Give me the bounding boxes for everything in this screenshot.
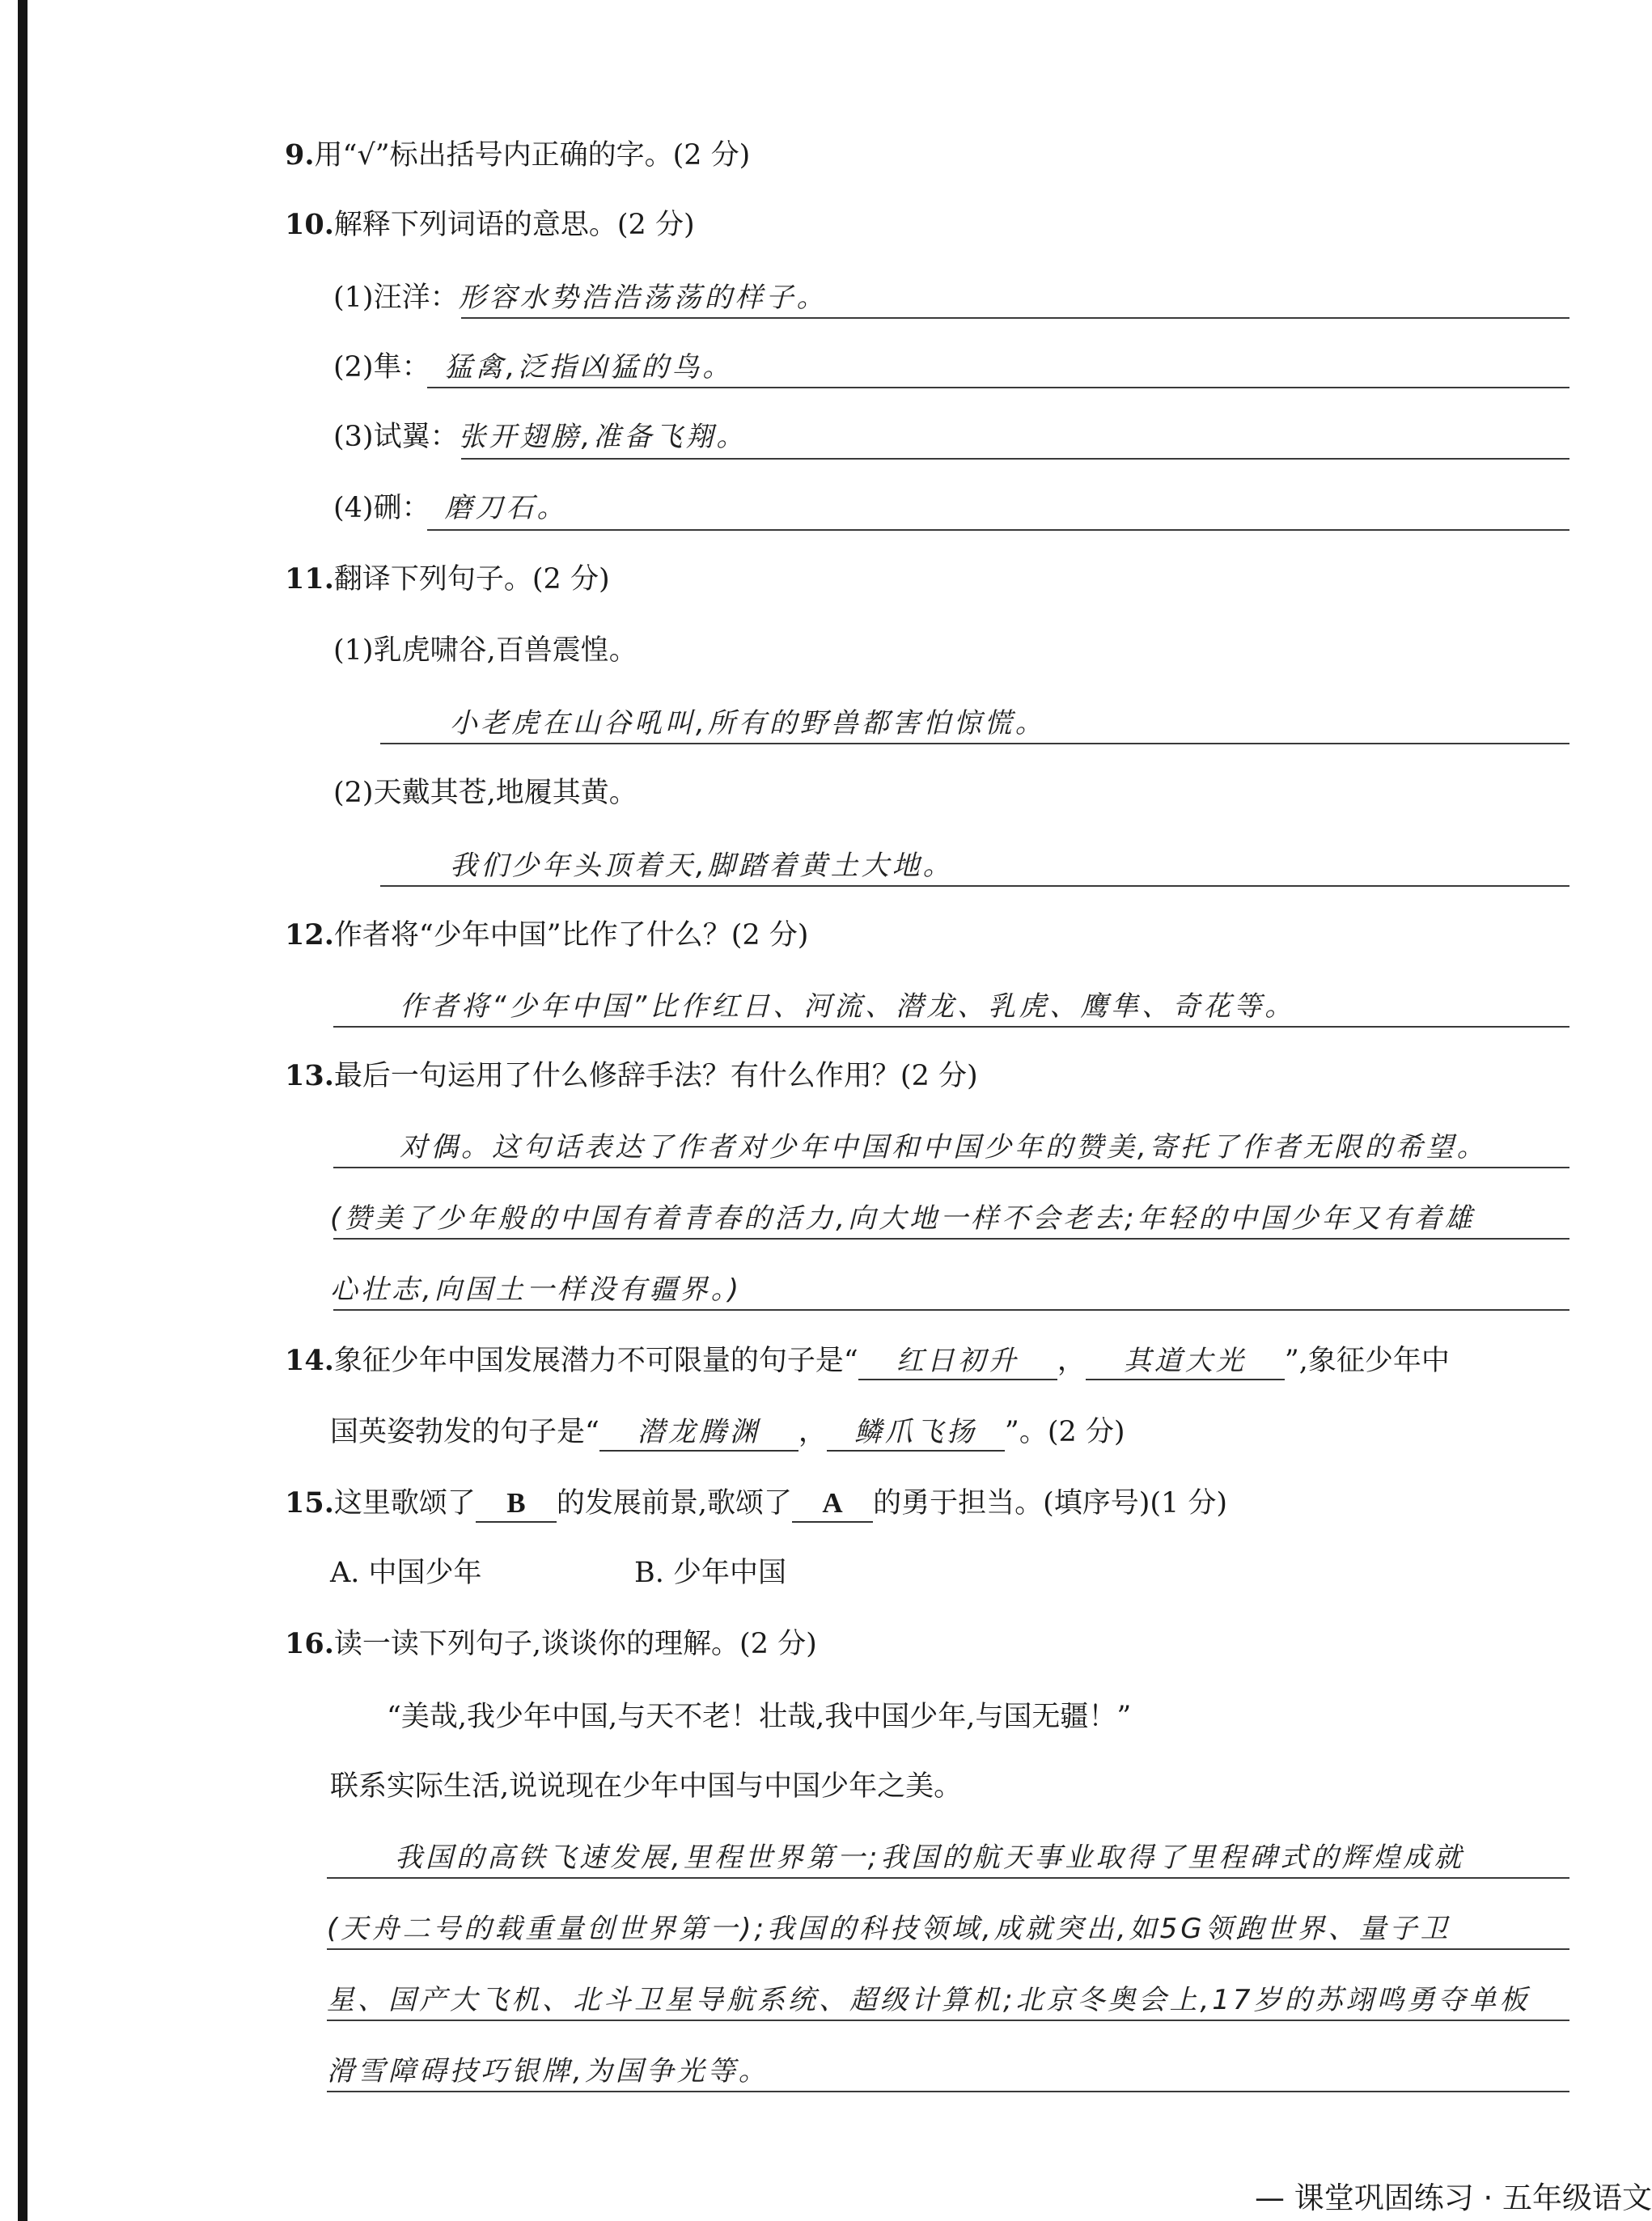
answer-line bbox=[380, 885, 1569, 887]
answer-line bbox=[461, 317, 1569, 319]
q11-answer-2: 我们少年头顶着天,脚踏着黄土大地。 bbox=[450, 850, 954, 882]
answer-text: 形容水势浩浩荡荡的样子。 bbox=[458, 282, 828, 314]
question-text: 用“√”标出括号内正确的字。(2 分) bbox=[314, 139, 751, 172]
fill-blank: 红日初升 bbox=[858, 1343, 1057, 1380]
question-number: 13. bbox=[285, 1059, 334, 1092]
question-text: 作者将“少年中国”比作了什么？(2 分) bbox=[333, 919, 809, 952]
q10-item-3 bbox=[333, 419, 747, 455]
item-label: (3)试翼： bbox=[333, 421, 459, 453]
question-number: 9. bbox=[285, 138, 315, 172]
question-14 bbox=[285, 1343, 1450, 1380]
question-number: 12. bbox=[285, 918, 334, 952]
answer-text: 张开翅膀,准备飞翔。 bbox=[458, 421, 748, 453]
question-text: 的勇于担当。(填序号)(1 分) bbox=[873, 1487, 1228, 1520]
question-text: 象征少年中国发展潜力不可限量的句子是“ bbox=[333, 1345, 858, 1377]
q12-answer: 作者将“少年中国”比作红日、河流、潜龙、乳虎、鹰隼、奇花等。 bbox=[400, 990, 1296, 1023]
question-14-cont bbox=[330, 1414, 1125, 1452]
question-text: 解释下列词语的意思。(2 分) bbox=[333, 209, 695, 241]
question-text: 翻译下列句子。(2 分) bbox=[333, 563, 610, 596]
question-15 bbox=[285, 1486, 1227, 1523]
separator: ， bbox=[1057, 1345, 1086, 1377]
question-number: 14. bbox=[285, 1344, 334, 1377]
question-number: 15. bbox=[285, 1486, 334, 1520]
separator: ， bbox=[798, 1416, 827, 1448]
question-text: ”,象征少年中 bbox=[1284, 1345, 1450, 1377]
answer-line bbox=[427, 387, 1569, 388]
fill-blank: 潜龙腾渊 bbox=[599, 1414, 798, 1452]
fill-blank: B bbox=[476, 1486, 557, 1523]
question-text: ”。(2 分) bbox=[1004, 1416, 1125, 1448]
answer-line bbox=[327, 1948, 1569, 1950]
q11-answer-1: 小老虎在山谷吼叫,所有的野兽都害怕惊慌。 bbox=[450, 707, 1046, 740]
q16-prompt: 联系实际生活,说说现在少年中国与中国少年之美。 bbox=[330, 1770, 963, 1803]
binding-edge bbox=[18, 0, 28, 2221]
answer-line bbox=[333, 1026, 1569, 1028]
answer-line bbox=[333, 1238, 1569, 1240]
answer-text: 猛禽,泛指凶猛的鸟。 bbox=[444, 351, 734, 384]
q16-answer-line-2: (天舟二号的载重量创世界第一);我国的科技领域,成就突出,如5G领跑世界、量子卫 bbox=[327, 1913, 1451, 1945]
question-text: 的发展前景,歌颂了 bbox=[556, 1487, 793, 1520]
answer-line bbox=[327, 1877, 1569, 1879]
question-text: 这里歌颂了 bbox=[333, 1487, 476, 1520]
q11-prompt-1: (1)乳虎啸谷,百兽震惶。 bbox=[333, 634, 638, 667]
page-footer: — 课堂巩固练习 · 五年级语文 bbox=[1254, 2181, 1652, 2215]
question-number: 10. bbox=[285, 208, 334, 241]
option-b: B. 少年中国 bbox=[634, 1557, 786, 1589]
option-a: A. 中国少年 bbox=[330, 1557, 482, 1589]
answer-line bbox=[333, 1309, 1569, 1311]
q13-answer-line-3: 心壮志,向国土一样没有疆界。) bbox=[330, 1274, 743, 1306]
question-text: 最后一句运用了什么修辞手法？有什么作用？(2 分) bbox=[333, 1060, 978, 1092]
question-13 bbox=[285, 1058, 978, 1094]
item-label: (4)硎： bbox=[333, 492, 430, 524]
question-9 bbox=[285, 138, 750, 173]
question-12 bbox=[285, 918, 808, 953]
question-number: 11. bbox=[285, 562, 334, 596]
question-text: 读一读下列句子,谈谈你的理解。(2 分) bbox=[333, 1628, 817, 1660]
question-16 bbox=[285, 1626, 817, 1662]
answer-line bbox=[327, 2091, 1569, 2092]
item-label: (2)隼： bbox=[333, 351, 430, 384]
q13-answer-line-2: (赞美了少年般的中国有着青春的活力,向大地一样不会老去;年轻的中国少年又有着雄 bbox=[330, 1202, 1476, 1235]
q11-prompt-2: (2)天戴其苍,地履其黄。 bbox=[333, 777, 638, 809]
question-text: 国英姿勃发的句子是“ bbox=[330, 1416, 599, 1448]
answer-line bbox=[327, 2020, 1569, 2021]
q10-item-4 bbox=[333, 490, 568, 526]
answer-text: 磨刀石。 bbox=[444, 492, 568, 524]
q16-answer-line-1: 我国的高铁飞速发展,里程世界第一;我国的航天事业取得了里程碑式的辉煌成就 bbox=[395, 1842, 1465, 1874]
fill-blank: A bbox=[792, 1486, 873, 1523]
answer-line bbox=[333, 1167, 1569, 1168]
q10-item-2 bbox=[333, 350, 733, 385]
question-number: 16. bbox=[285, 1627, 334, 1660]
q16-quote: “美哉,我少年中国,与天不老！壮哉,我中国少年,与国无疆！” bbox=[387, 1701, 1132, 1733]
answer-line bbox=[427, 529, 1569, 531]
answer-line bbox=[461, 458, 1569, 460]
fill-blank: 其道大光 bbox=[1086, 1343, 1285, 1380]
answer-line bbox=[380, 743, 1569, 744]
item-label: (1)汪洋： bbox=[333, 282, 459, 314]
q13-answer-line-1: 对偶。这句话表达了作者对少年中国和中国少年的赞美,寄托了作者无限的希望。 bbox=[400, 1131, 1488, 1163]
q16-answer-line-3: 星、国产大飞机、北斗卫星导航系统、超级计算机;北京冬奥会上,17岁的苏翊鸣勇夺单板 bbox=[327, 1984, 1531, 2016]
question-11 bbox=[285, 562, 610, 597]
q10-item-1 bbox=[333, 280, 828, 316]
q16-answer-line-4: 滑雪障碍技巧银牌,为国争光等。 bbox=[327, 2055, 769, 2087]
question-10 bbox=[285, 207, 695, 243]
fill-blank: 鳞爪飞扬 bbox=[827, 1414, 1005, 1452]
